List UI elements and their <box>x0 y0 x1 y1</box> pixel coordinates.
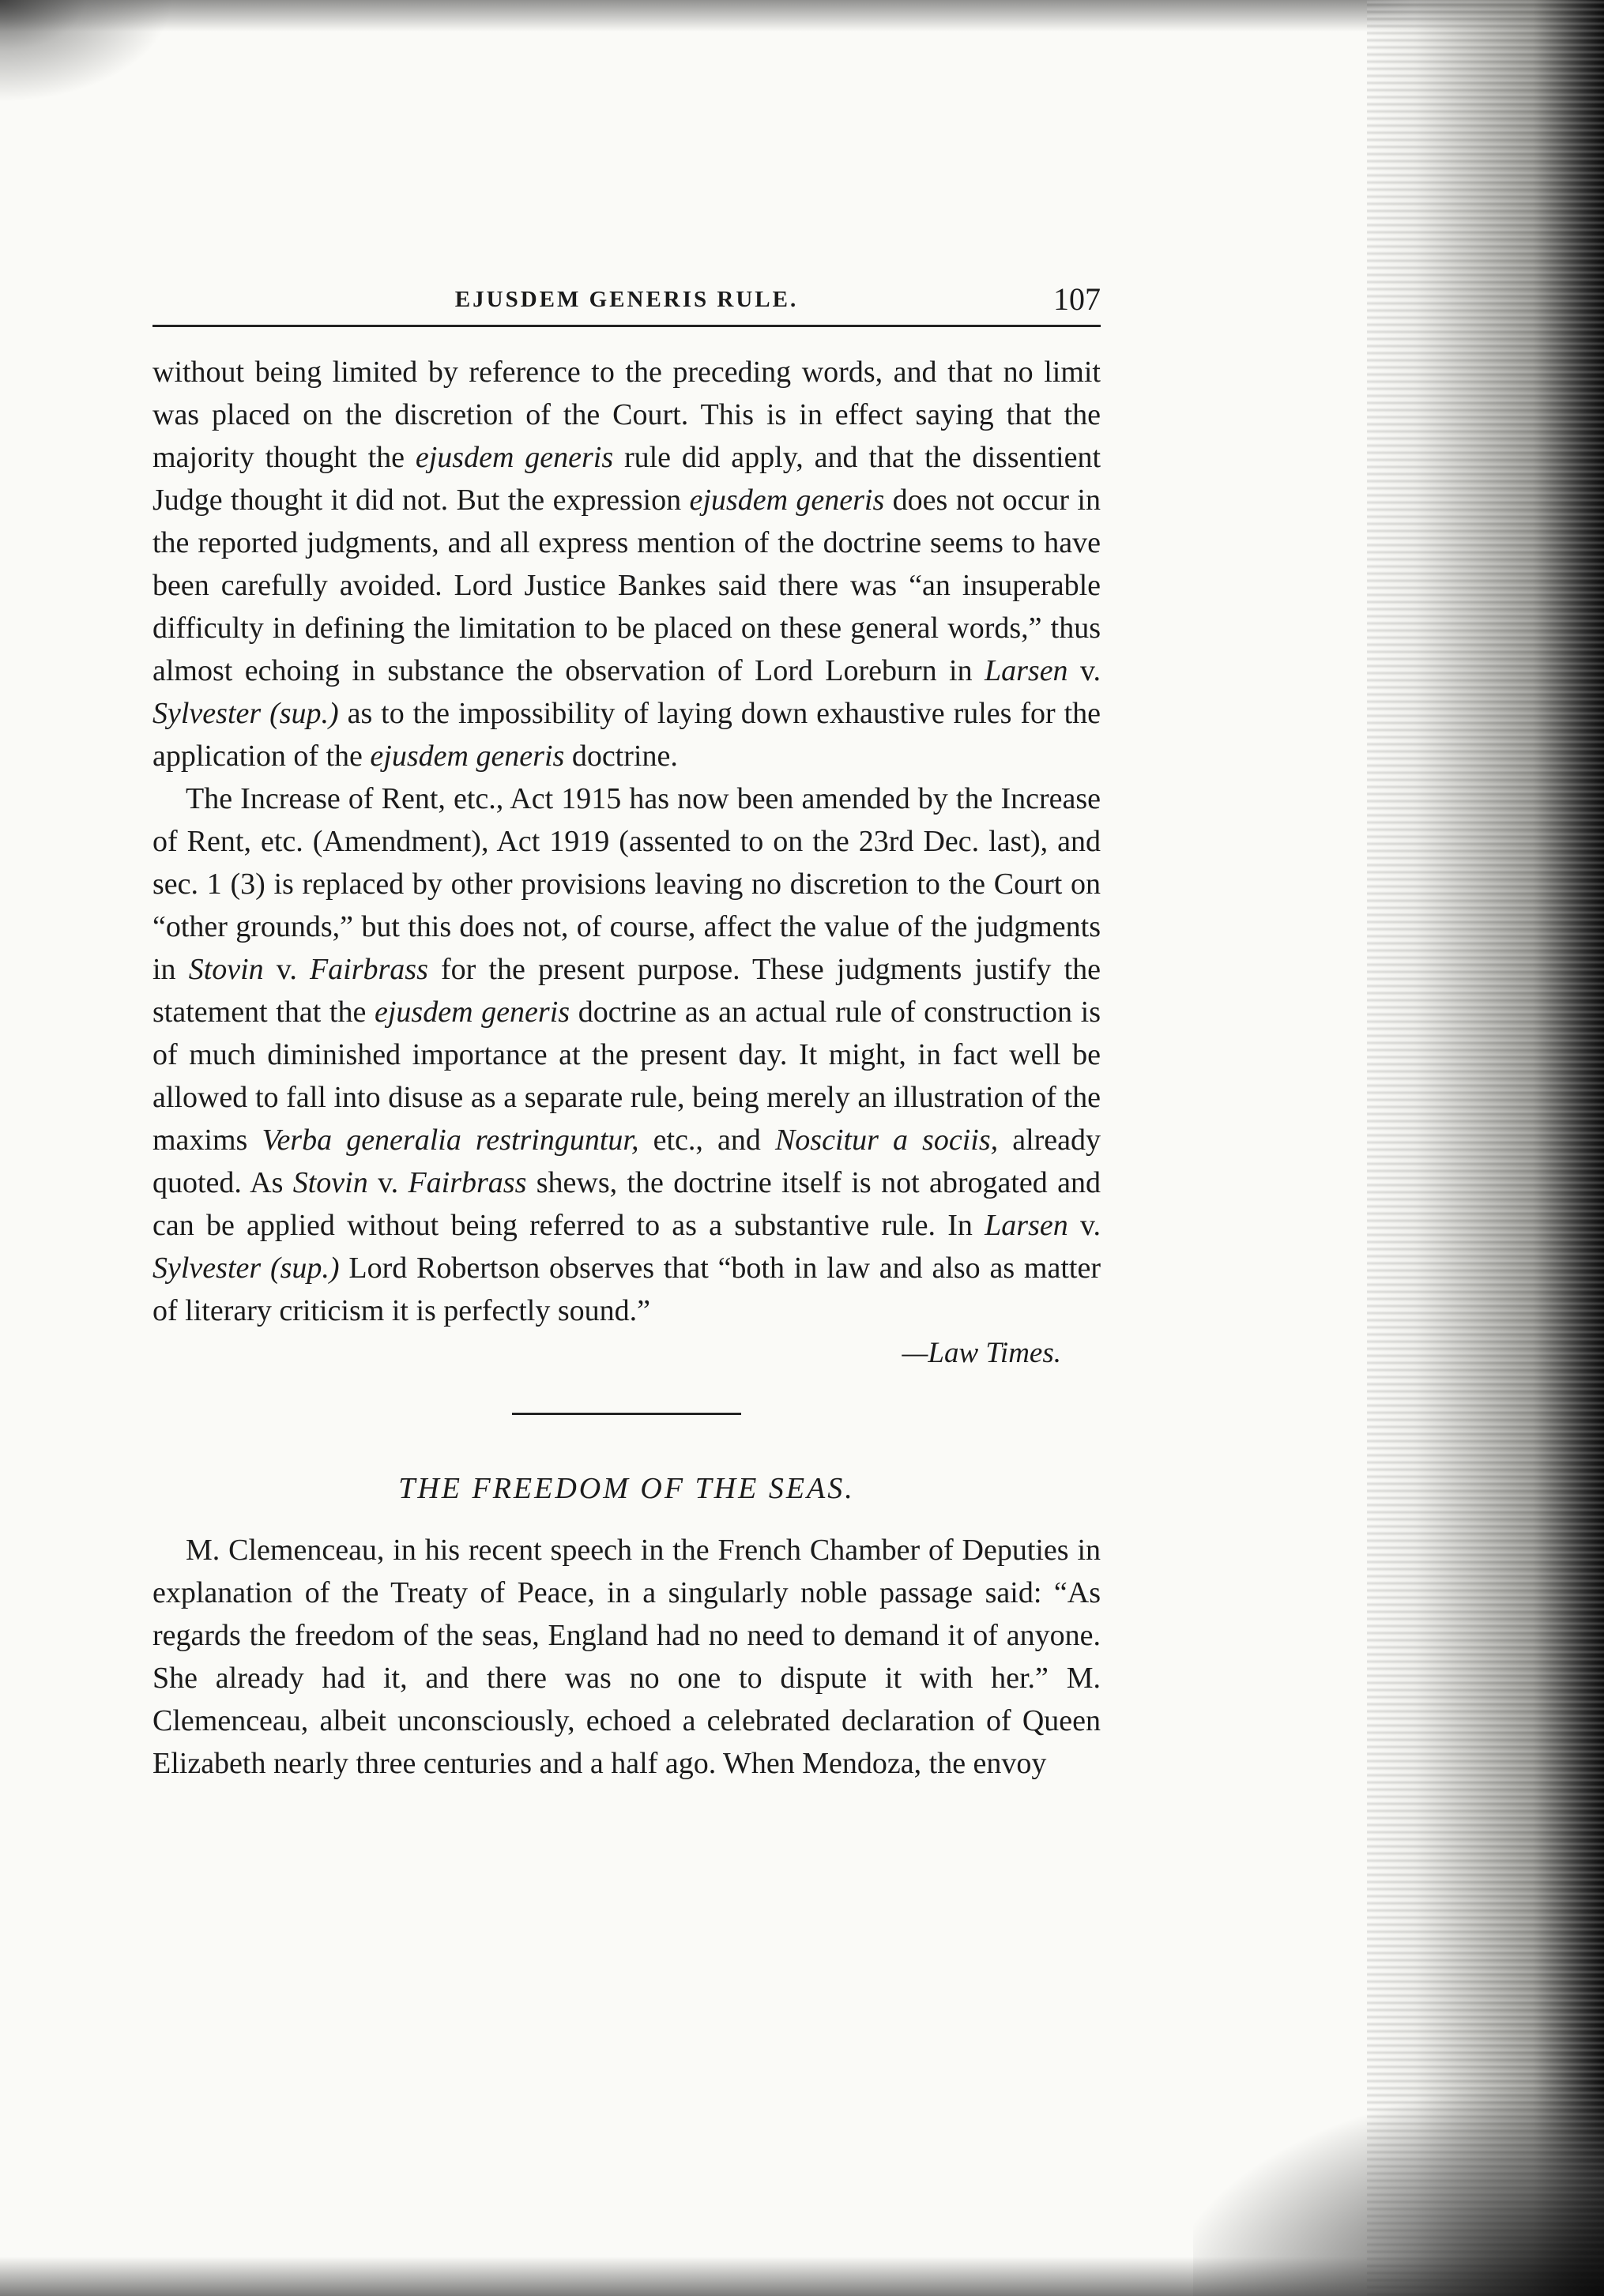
italic-text: Sylvester (sup.) <box>152 1252 340 1285</box>
text-run: v. <box>1067 654 1101 687</box>
paragraph <box>152 351 1101 777</box>
italic-text: Larsen <box>985 1209 1068 1242</box>
paragraph <box>152 777 1101 1332</box>
text-run: doctrine. <box>564 740 678 773</box>
paragraph <box>152 1529 1101 1785</box>
section-ejusdem-generis <box>152 351 1101 1332</box>
scan-shadow-corner-bottom-right <box>1193 2091 1604 2296</box>
italic-text: Sylvester (sup.) <box>152 697 339 730</box>
scan-shadow-corner-top-left <box>0 0 174 103</box>
text-run: Lord Robertson observes that “both in law and also as matter of literary criticism it is perfectly sound.” <box>152 1252 1101 1327</box>
scan-shadow-right-edge <box>1367 0 1604 2296</box>
text-run: without being limited by reference to the preceding words, and that no limit was placed on the discretion of the Court. This is in effect saying that the majority thought the <box>152 356 1101 474</box>
italic-text: Verba generalia restringuntur, <box>262 1124 639 1157</box>
scan-shadow-top <box>0 0 1604 32</box>
italic-text: Stovin <box>292 1166 368 1199</box>
running-title: EJUSDEM GENERIS RULE. <box>454 287 799 312</box>
text-run: rule did apply, and that the dissentient Judge thought it did not. But the expression <box>152 441 1101 517</box>
text-run: The Increase of Rent, etc., Act 1915 has now been amended by the Increase of Rent, etc. (Amendment), Act 1919 (assented to on the 23rd Dec. last), and sec. 1 (3) is replaced by other provisions leaving no discretion to the Court on “other grounds,” but this does not, of course, affect the value of the judgments in <box>152 782 1101 986</box>
italic-text: ejusdem generis <box>415 441 614 474</box>
text-run: for the present purpose. These judgments justify the statement that the <box>152 953 1101 1029</box>
italic-text: Stovin <box>188 953 264 986</box>
text-run: v. <box>1067 1209 1101 1242</box>
text-run: as to the impossibility of laying down exhaustive rules for the application of the <box>152 697 1101 773</box>
text-run: doctrine as an actual rule of construction is of much diminished importance at the present day. It might, in fact well be allowed to fall into disuse as a separate rule, being merely an illustration of the maxims <box>152 996 1101 1157</box>
article-body <box>152 351 1101 1785</box>
italic-text: Fairbrass <box>408 1166 527 1199</box>
source-attribution: —Law Times. <box>902 1337 1061 1369</box>
section-title: THE FREEDOM OF THE SEAS. <box>398 1472 855 1505</box>
text-run: shews, the doctrine itself is not abrogated and can be applied without being referred to as a substantive rule. In <box>152 1166 1101 1242</box>
italic-text: Fairbrass <box>309 953 428 986</box>
text-run: etc., and <box>638 1124 775 1157</box>
text-run: v. <box>367 1166 409 1199</box>
book-page <box>152 280 1101 1785</box>
section-divider <box>512 1413 741 1415</box>
text-run: v. <box>263 953 310 986</box>
italic-text: ejusdem generis <box>375 996 570 1029</box>
italic-text: ejusdem generis <box>370 740 565 773</box>
italic-text: Noscitur a sociis, <box>774 1124 999 1157</box>
text-run: already quoted. As <box>152 1124 1101 1199</box>
text-run: does not occur in the reported judgments, and all express mention of the doctrine seems to have been carefully avoided. Lord Justice Bankes said there was “an insuperable difficulty in defining the limitation to be placed on these general words,” thus almost echoing in substance the observation of Lord Loreburn in <box>152 484 1101 687</box>
italic-text: Larsen <box>984 654 1068 687</box>
running-head <box>152 280 1101 327</box>
italic-text: ejusdem generis <box>689 484 885 517</box>
section-freedom-of-the-seas <box>152 1529 1101 1785</box>
page-number: 107 <box>1053 281 1101 317</box>
text-run: M. Clemenceau, in his recent speech in the French Chamber of Deputies in explanation of the Treaty of Peace, in a singularly noble passage said: “As regards the freedom of the seas, England had no need to demand it of anyone. She already had it, and there was no one to dispute it with her.” M. Clemenceau, albeit unconsciously, echoed a celebrated declaration of Queen Elizabeth nearly three centuries and a half ago. When Mendoza, the envoy <box>152 1534 1101 1780</box>
